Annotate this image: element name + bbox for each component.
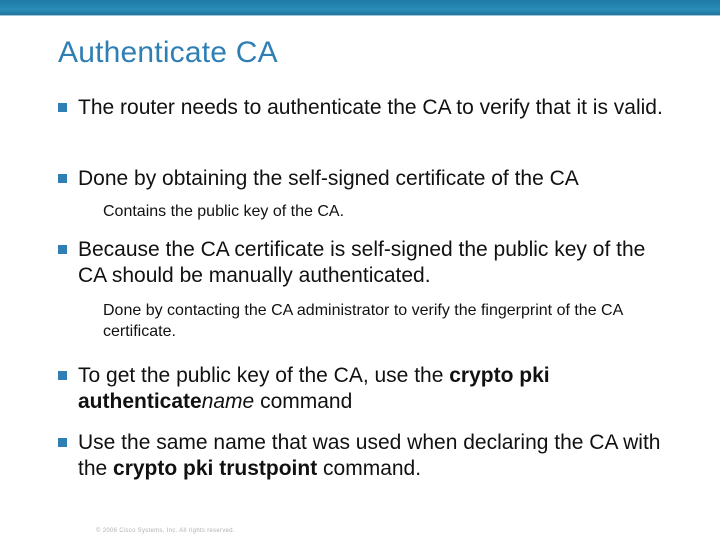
slide-title: Authenticate CA <box>58 36 278 69</box>
top-banner <box>0 0 720 16</box>
bullet-5-post: command. <box>317 457 422 480</box>
sub-bullet-1: Contains the public key of the CA. <box>103 203 345 220</box>
bullet-4-text <box>58 363 678 415</box>
bullet-1-text: The router needs to authenticate the CA to verify that it is valid. <box>78 96 663 119</box>
bullet-square-icon <box>58 245 67 254</box>
command-crypto-pki-trustpoint: crypto pki trustpoint <box>113 457 318 480</box>
bullet-square-icon <box>58 174 67 183</box>
sub-bullet-2: Done by contacting the CA administrator to verify the fingerprint of the CA certificate. <box>103 302 623 340</box>
bullet-4-pre: To get the public key of the CA, use the <box>78 364 450 387</box>
bullet-3-text: Because the CA certificate is self-signed the public key of the CA should be manually authenticated. <box>78 238 646 287</box>
bullet-square-icon <box>58 371 67 380</box>
bullet-1 <box>58 95 678 121</box>
bullet-5-text <box>58 430 678 482</box>
bullet-4-post: command <box>254 390 353 413</box>
command-argument-name: name <box>201 390 255 413</box>
bullet-3 <box>58 237 678 289</box>
bullet-4 <box>58 363 678 415</box>
bullet-square-icon <box>58 103 67 112</box>
command-crypto-pki-authenticate: crypto pki authenticate <box>78 364 550 413</box>
bullet-2 <box>58 166 678 192</box>
bullet-5 <box>58 430 678 482</box>
bullet-square-icon <box>58 438 67 447</box>
bullet-5-pre: Use the same name that was used when declaring the CA with the <box>78 431 661 480</box>
copyright-footer: © 2006 Cisco Systems, Inc. All rights reserved. <box>96 528 235 534</box>
bullet-2-text: Done by obtaining the self-signed certificate of the CA <box>78 167 579 190</box>
